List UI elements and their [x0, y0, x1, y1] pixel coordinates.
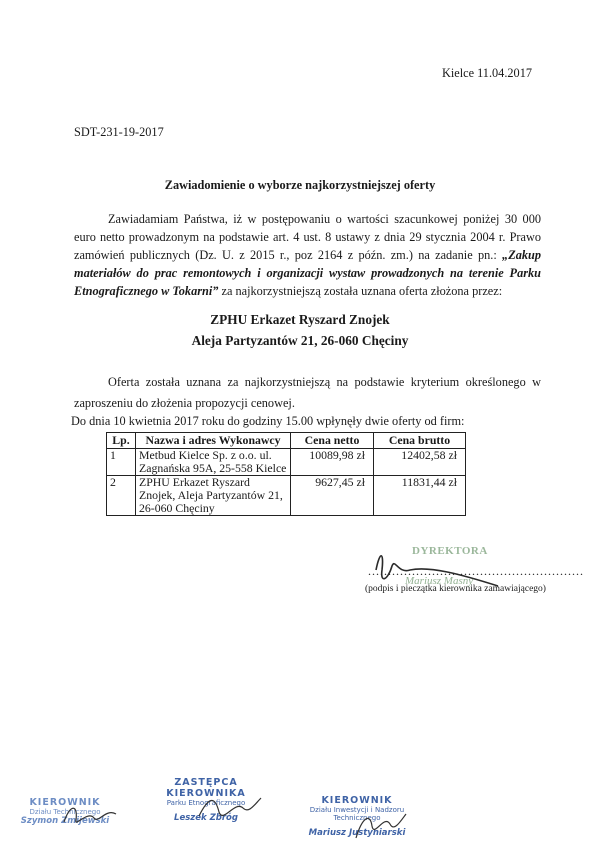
- handwritten-signature: [195, 790, 265, 826]
- stamp-person: Mariusz Justyniarski: [308, 828, 406, 838]
- stamp-person: Szymon Zmijewski: [20, 816, 110, 826]
- stamp-subtitle: Działu Inwestycji i Nadzoru Technicznego: [309, 806, 405, 822]
- row-net-price: 10089,98 zł: [291, 449, 374, 476]
- stamp-person: Leszek Zbróg: [174, 813, 238, 823]
- row-net-price: 9627,45 zł: [291, 476, 374, 516]
- task-name: „Zakup materiałów do prac remontowych i organizacji wystaw prowadzonych na terenie Parku Etnograficznego w Tokarni”: [74, 248, 541, 298]
- row-gross-price: 12402,58 zł: [374, 449, 466, 476]
- stamp-subtitle: Działu Technicznego: [29, 808, 101, 816]
- signature-line: ......................................................: [368, 564, 584, 578]
- row-gross-price: 11831,44 zł: [374, 476, 466, 516]
- stamp-title: KIEROWNIK: [321, 795, 393, 806]
- winner-name: ZPHU Erkazet Ryszard Znojek: [210, 312, 390, 327]
- stamp-title: ZASTĘPCA KIEROWNIKA: [166, 777, 246, 799]
- director-stamp-name: Mariusz Masny: [405, 575, 474, 587]
- table-header-row: [107, 433, 466, 449]
- notice-text-start: Zawiadamiam Państwa, iż w postępowaniu o wartości szacunkowej poniżej 30 000 euro netto prowadzonym na podstawie art. 4 ust. 8 ustawy z dnia 29 stycznia 2004 r. Prawo zamówień publicznych (Dz. U. z 2015 r., poz 2164 z późn. zm.) na zadanie pn.:: [74, 212, 541, 262]
- notice-paragraph: [74, 210, 541, 300]
- reference-number: SDT-231-19-2017: [74, 125, 164, 139]
- row-contractor: Metbud Kielce Sp. z o.o. ul. Zagnańska 95A, 25-558 Kielce: [136, 449, 291, 476]
- stamp-title: KIEROWNIK: [29, 797, 101, 808]
- criteria-paragraph: Oferta została uznana za najkorzystniejszą na podstawie kryterium określonego w zaproszeniu do złożenia propozycji cenowej.: [74, 375, 541, 410]
- signature-caption: (podpis i pieczątka kierownika zamawiającego): [365, 584, 546, 594]
- director-stamp-title: DYREKTORA: [412, 545, 488, 557]
- handwritten-signature: [350, 808, 410, 844]
- row-lp: 2: [107, 476, 136, 516]
- winner-address: Aleja Partyzantów 21, 26-060 Chęciny: [191, 333, 409, 348]
- stamp-subtitle: Parku Etnograficznego: [166, 799, 246, 807]
- header-lp: Lp.: [107, 433, 136, 449]
- table-row: [107, 449, 466, 476]
- header-gross: Cena brutto: [374, 433, 466, 449]
- handwritten-signature: [60, 800, 120, 830]
- header-net: Cena netto: [291, 433, 374, 449]
- offers-table: [106, 432, 466, 516]
- row-lp: 1: [107, 449, 136, 476]
- document-date: Kielce 11.04.2017: [441, 66, 532, 80]
- document-subject: Zawiadomienie o wyborze najkorzystniejszej oferty: [164, 178, 436, 192]
- header-name: Nazwa i adres Wykonawcy: [136, 433, 291, 449]
- offers-intro: Do dnia 10 kwietnia 2017 roku do godziny 15.00 wpłynęły dwie oferty od firm:: [71, 414, 465, 428]
- row-contractor: ZPHU Erkazet Ryszard Znojek, Aleja Partyzantów 21, 26-060 Chęciny: [136, 476, 291, 516]
- table-row: [107, 476, 466, 516]
- notice-text-end: za najkorzystniejszą została uznana oferta złożona przez:: [218, 284, 503, 298]
